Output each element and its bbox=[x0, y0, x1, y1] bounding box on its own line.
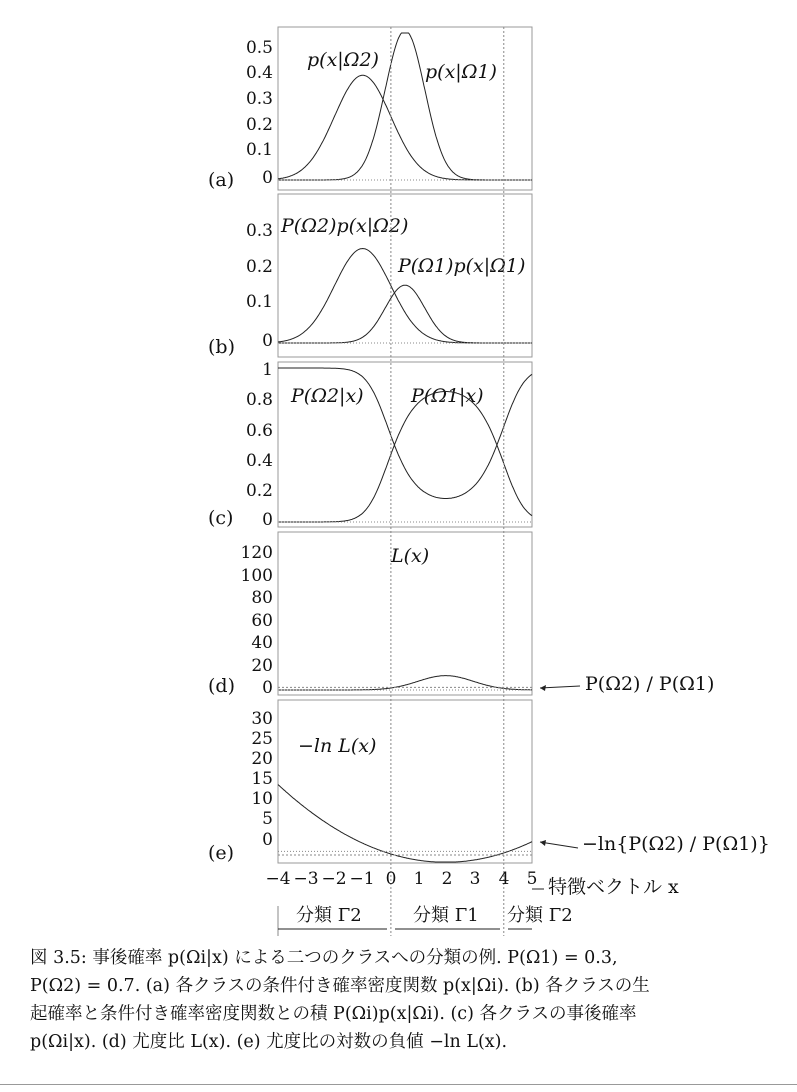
ytick-label: 20 bbox=[251, 656, 273, 676]
x-axis-label: 特徴ベクトル x bbox=[548, 876, 679, 898]
regions bbox=[278, 905, 573, 936]
ytick-label: 5 bbox=[262, 809, 273, 829]
ytick-label: 30 bbox=[251, 709, 273, 729]
x-axis bbox=[265, 869, 679, 898]
panel-a bbox=[208, 27, 532, 191]
panel-b-label: (b) bbox=[208, 336, 235, 358]
ytick-label: 0 bbox=[262, 510, 273, 530]
ytick-label: 0.8 bbox=[245, 390, 273, 410]
xtick-label: 4 bbox=[498, 869, 510, 889]
ytick-label: 1 bbox=[262, 360, 273, 380]
ytick-label: 0.1 bbox=[245, 292, 273, 312]
ytick-label: 120 bbox=[240, 543, 273, 563]
series-line-e-1 bbox=[278, 785, 532, 863]
curve-label: P(Ω1)p(x|Ω1) bbox=[398, 255, 526, 277]
caption-line: 図 3.5: 事後確率 p(Ωi|x) による二つのクラスへの分類の例. P(Ω1) = 0.3, bbox=[30, 948, 618, 968]
ytick-label: 0.1 bbox=[245, 140, 273, 160]
ytick-label: 80 bbox=[251, 588, 273, 608]
panel-d-label: (d) bbox=[208, 675, 235, 697]
ytick-label: 0.4 bbox=[245, 451, 273, 471]
arrowhead-icon bbox=[540, 685, 546, 691]
curve-label: P(Ω2)p(x|Ω2) bbox=[281, 215, 409, 237]
series-line-d-1 bbox=[278, 676, 532, 690]
curve-label: P(Ω1|x) bbox=[411, 385, 484, 407]
ytick-label: 0.4 bbox=[245, 63, 273, 83]
ytick-label: 0.6 bbox=[245, 421, 273, 441]
side-annotation: P(Ω2) / P(Ω1) bbox=[585, 673, 715, 695]
caption-line: 起確率と条件付き確率密度関数との積 P(Ωi)p(x|Ωi). (c) 各クラスの事後確率 bbox=[30, 1004, 637, 1024]
series-line-b-1 bbox=[278, 285, 532, 343]
curve-label: L(x) bbox=[391, 545, 430, 567]
xtick-label: −3 bbox=[293, 869, 319, 889]
ytick-label: 0 bbox=[262, 168, 273, 188]
ytick-label: 0.2 bbox=[245, 115, 273, 135]
ytick-label: 0 bbox=[262, 678, 273, 698]
ytick-label: 0.3 bbox=[245, 89, 273, 109]
ytick-label: 0.3 bbox=[245, 221, 273, 241]
series-line-a-2 bbox=[278, 75, 532, 180]
ytick-label: 20 bbox=[251, 749, 273, 769]
region-label: 分類 Γ2 bbox=[296, 905, 362, 926]
ytick-label: 60 bbox=[251, 611, 273, 631]
ytick-label: 0 bbox=[262, 331, 273, 351]
xtick-label: −1 bbox=[349, 869, 375, 889]
panel-b bbox=[208, 194, 532, 358]
region-label: 分類 Γ1 bbox=[413, 905, 479, 926]
panel-e-label: (e) bbox=[208, 842, 235, 864]
figure-caption bbox=[30, 944, 772, 1056]
curve-label: p(x|Ω2) bbox=[307, 49, 379, 71]
xtick-label: −2 bbox=[321, 869, 347, 889]
ytick-label: 0.2 bbox=[245, 257, 273, 277]
xtick-label: 5 bbox=[526, 869, 538, 889]
caption-line: p(Ωi|x). (d) 尤度比 L(x). (e) 尤度比の対数の負値 −ln L(x). bbox=[30, 1032, 508, 1052]
ytick-label: 100 bbox=[240, 566, 273, 586]
curve-label: −ln L(x) bbox=[298, 735, 377, 757]
ytick-label: 0.5 bbox=[245, 38, 273, 58]
xtick-label: 3 bbox=[469, 869, 481, 889]
panel-c-label: (c) bbox=[208, 507, 234, 529]
side-annotation: −ln{P(Ω2) / P(Ω1)} bbox=[582, 833, 770, 855]
ytick-label: 0.2 bbox=[245, 481, 273, 501]
xtick-label: 0 bbox=[385, 869, 397, 889]
ytick-label: 25 bbox=[251, 729, 273, 749]
xtick-label: 2 bbox=[441, 869, 453, 889]
panel-e-frame bbox=[278, 700, 532, 863]
xtick-label: −4 bbox=[265, 869, 291, 889]
ytick-label: 15 bbox=[251, 769, 273, 789]
ytick-label: 0 bbox=[262, 830, 273, 850]
panel-e bbox=[208, 700, 770, 864]
annotation-arrow bbox=[540, 842, 578, 848]
annotation-arrow bbox=[540, 686, 580, 688]
xtick-label: 1 bbox=[413, 869, 425, 889]
series-line-c-1 bbox=[278, 392, 532, 523]
arrowhead-icon bbox=[540, 840, 546, 846]
curve-label: p(x|Ω1) bbox=[425, 61, 497, 83]
ytick-label: 10 bbox=[251, 789, 273, 809]
ytick-label: 40 bbox=[251, 633, 273, 653]
guides bbox=[278, 27, 532, 936]
curve-label: P(Ω2|x) bbox=[291, 385, 364, 407]
panel-a-label: (a) bbox=[208, 169, 235, 191]
panel-d bbox=[208, 532, 714, 698]
region-label: 分類 Γ2 bbox=[507, 905, 573, 926]
page-rule bbox=[0, 1084, 797, 1085]
caption-line: P(Ω2) = 0.7. (a) 各クラスの条件付き確率密度関数 p(x|Ωi). (b) 各クラスの生 bbox=[30, 976, 650, 996]
